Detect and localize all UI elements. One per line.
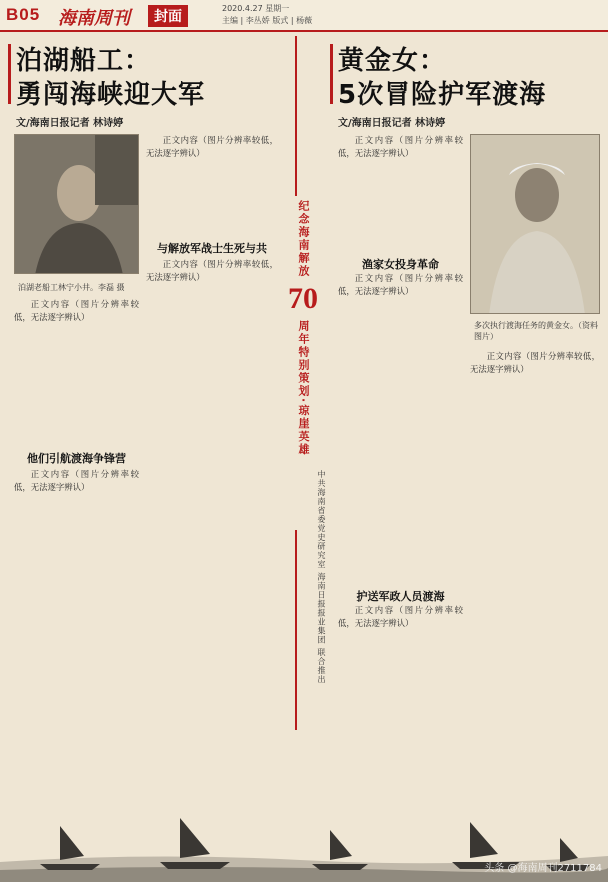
portrait-photo: [14, 134, 139, 274]
banner-number: 70: [288, 282, 318, 315]
center-rule-top: [295, 36, 297, 196]
watermark: 头条 @海南周刊2711784: [484, 863, 602, 874]
left-col1-body2: [14, 468, 139, 808]
section-badge: 封面: [148, 5, 188, 27]
left-photo-caption: 泊湖老船工林宁小井。李磊 摄: [18, 283, 125, 292]
center-rule-bottom: [295, 530, 297, 730]
heroine-photo-art: [471, 135, 600, 314]
portrait-photo-art: [15, 135, 139, 274]
banner-top-text: 纪念海南解放: [297, 200, 310, 278]
heroine-photo: [470, 134, 600, 314]
body-text: 正文内容（图片分辨率较低，无法逐字辨认）: [338, 273, 463, 296]
right-col2-body: [470, 350, 600, 806]
body-text: 正文内容（图片分辨率较低，无法逐字辨认）: [338, 135, 463, 158]
right-headline-line2: 5次冒险护军渡海: [338, 80, 547, 110]
left-col1-body: [14, 298, 139, 446]
banner-small-text: 中共海南省委党史研究室 海南日报报业集团 联合推出: [317, 470, 326, 685]
left-headline-line2: 勇闯海峡迎大军: [16, 80, 206, 110]
left-col2-body2: [146, 258, 278, 818]
masthead: [0, 0, 608, 32]
left-accent-bar: [8, 44, 11, 104]
right-headline-line1: 黄金女：: [338, 46, 447, 76]
body-text: 正文内容（图片分辨率较低，无法逐字辨认）: [338, 605, 463, 628]
body-text: 正文内容（图片分辨率较低，无法逐字辨认）: [470, 351, 600, 374]
left-subhead2: 与解放军战士生死与共: [157, 242, 267, 255]
issue-date: 2020.4.27 星期一: [222, 4, 290, 13]
left-headline-line1: 泊湖船工：: [16, 46, 152, 76]
right-photo-caption: 多次执行渡海任务的黄金女。（资料图片）: [474, 321, 598, 341]
right-subhead1: 渔家女投身革命: [362, 258, 439, 271]
right-col1-body3: [338, 604, 463, 804]
page-number: B05: [6, 5, 41, 24]
body-text: 正文内容（图片分辨率较低，无法逐字辨认）: [146, 259, 278, 282]
header-meta: [222, 3, 312, 27]
paper-name: 海南周刊: [58, 8, 130, 29]
right-col1-body2: [338, 272, 463, 572]
right-accent-bar: [330, 44, 333, 104]
banner-bottom-text: 周年特别策划·琼崖英雄: [297, 320, 310, 457]
left-col2-body: [146, 134, 278, 232]
left-byline: 文/海南日报记者 林诗婷: [16, 118, 124, 129]
right-headline: [338, 44, 546, 112]
body-text: 正文内容（图片分辨率较低，无法逐字辨认）: [14, 299, 139, 322]
right-subhead2: 护送军政人员渡海: [356, 590, 445, 603]
left-headline: [16, 44, 205, 112]
right-byline: 文/海南日报记者 林诗婷: [338, 118, 446, 129]
body-text: 正文内容（图片分辨率较低，无法逐字辨认）: [14, 469, 139, 492]
body-text: 正文内容（图片分辨率较低，无法逐字辨认）: [146, 135, 278, 158]
editors: 主编 | 李丛娇 版式 | 杨薇: [222, 16, 313, 25]
left-subhead1: 他们引航渡海争锋营: [27, 452, 126, 465]
right-col1-body: [338, 134, 463, 252]
